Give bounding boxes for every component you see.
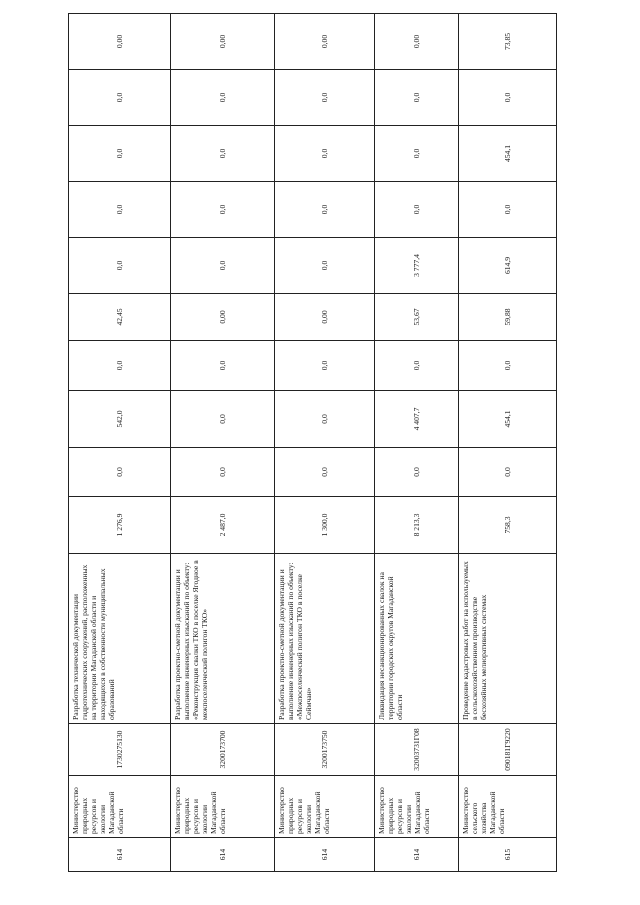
value-cell: 0,0 bbox=[69, 448, 171, 497]
value-cell: 0,0 bbox=[69, 126, 171, 182]
target-code-cell: 3200173750 bbox=[275, 724, 375, 776]
target-code-cell: 090181Г9220 bbox=[459, 724, 557, 776]
value-cell: 0,0 bbox=[171, 70, 275, 126]
value-cell: 454,1 bbox=[459, 391, 557, 448]
value-cell: 0,0 bbox=[375, 182, 459, 238]
grbs-code-cell: 614 bbox=[375, 838, 459, 872]
grbs-code-cell: 615 bbox=[459, 838, 557, 872]
value-cell: 0,0 bbox=[171, 448, 275, 497]
value-cell: 1 300,0 bbox=[275, 497, 375, 554]
value-cell: 8 213,3 bbox=[375, 497, 459, 554]
value-cell: 53,67 bbox=[375, 294, 459, 341]
table-row bbox=[171, 14, 275, 872]
value-cell: 0,0 bbox=[275, 341, 375, 391]
value-cell: 0,0 bbox=[459, 341, 557, 391]
value-cell: 0,00 bbox=[375, 14, 459, 70]
value-cell: 0,0 bbox=[275, 448, 375, 497]
grbs-code-cell: 614 bbox=[69, 838, 171, 872]
value-cell: 758,3 bbox=[459, 497, 557, 554]
value-cell: 614,9 bbox=[459, 238, 557, 294]
value-cell: 0,00 bbox=[171, 14, 275, 70]
value-cell: 0,0 bbox=[459, 182, 557, 238]
value-cell: 0,0 bbox=[275, 182, 375, 238]
value-cell: 0,0 bbox=[69, 341, 171, 391]
description-cell: Разработка технической документации гидротехнических сооружений, расположенных на территории Магаданской области и находящихся в собственности муниципальных образований bbox=[69, 554, 171, 724]
ministry-cell: Министерство природных ресурсов и экологии Магаданской области bbox=[69, 776, 171, 838]
value-cell: 0,0 bbox=[459, 70, 557, 126]
table-row bbox=[375, 14, 459, 872]
value-cell: 0,0 bbox=[171, 391, 275, 448]
value-cell: 0,0 bbox=[375, 126, 459, 182]
grbs-code-cell: 614 bbox=[275, 838, 375, 872]
description-cell: Разработка проектно-сметной документации и выполнение инженерных изысканий по объекту: «Межпоселенческий полигон ТКО в поселке Сеймчан» bbox=[275, 554, 375, 724]
value-cell: 0,0 bbox=[275, 126, 375, 182]
table-row bbox=[69, 14, 171, 872]
value-cell: 0,0 bbox=[275, 70, 375, 126]
value-cell: 1 276,9 bbox=[69, 497, 171, 554]
target-code-cell: 3200173700 bbox=[171, 724, 275, 776]
budget-table bbox=[68, 13, 557, 872]
value-cell: 0,0 bbox=[459, 448, 557, 497]
value-cell: 73,85 bbox=[459, 14, 557, 70]
ministry-cell: Министерство сельского хозяйства Магаданской области bbox=[459, 776, 557, 838]
value-cell: 0,0 bbox=[275, 391, 375, 448]
value-cell: 4 407,7 bbox=[375, 391, 459, 448]
ministry-cell: Министерство природных ресурсов и экологии Магаданской области bbox=[275, 776, 375, 838]
description-cell: Ликвидация несанкционированных свалок на территории городских округов Магаданской области bbox=[375, 554, 459, 724]
value-cell: 0,0 bbox=[171, 341, 275, 391]
value-cell: 0,00 bbox=[275, 14, 375, 70]
ministry-cell: Министерство природных ресурсов и экологии Магаданской области bbox=[171, 776, 275, 838]
value-cell: 0,00 bbox=[275, 294, 375, 341]
value-cell: 2 487,0 bbox=[171, 497, 275, 554]
value-cell: 0,00 bbox=[69, 14, 171, 70]
target-code-cell: 32003731Г08 bbox=[375, 724, 459, 776]
value-cell: 0,00 bbox=[171, 294, 275, 341]
description-cell: Разработка проектно-сметной документации и выполнение инженерных изысканий по объекту: «Реконструкция свалки ТКО в поселке Ягодное в межпоселенческий полигон ТКО» bbox=[171, 554, 275, 724]
ministry-cell: Министерство природных ресурсов и экологии Магаданской области bbox=[375, 776, 459, 838]
value-cell: 0,0 bbox=[375, 448, 459, 497]
rotated-table-sheet bbox=[68, 32, 556, 872]
target-code-cell: 1730275130 bbox=[69, 724, 171, 776]
table-row bbox=[275, 14, 375, 872]
value-cell: 0,0 bbox=[69, 238, 171, 294]
value-cell: 0,0 bbox=[375, 70, 459, 126]
value-cell: 3 777,4 bbox=[375, 238, 459, 294]
table-row bbox=[459, 14, 557, 872]
value-cell: 42,45 bbox=[69, 294, 171, 341]
value-cell: 0,0 bbox=[375, 341, 459, 391]
value-cell: 0,0 bbox=[171, 182, 275, 238]
value-cell: 454,1 bbox=[459, 126, 557, 182]
value-cell: 0,0 bbox=[69, 182, 171, 238]
value-cell: 542,0 bbox=[69, 391, 171, 448]
value-cell: 0,0 bbox=[69, 70, 171, 126]
description-cell: Проведение кадастровых работ на используемых в сельскохозяйственном производстве бесхозяйных мелиоративных системах bbox=[459, 554, 557, 724]
value-cell: 0,0 bbox=[171, 126, 275, 182]
grbs-code-cell: 614 bbox=[171, 838, 275, 872]
value-cell: 0,0 bbox=[275, 238, 375, 294]
value-cell: 59,88 bbox=[459, 294, 557, 341]
value-cell: 0,0 bbox=[171, 238, 275, 294]
